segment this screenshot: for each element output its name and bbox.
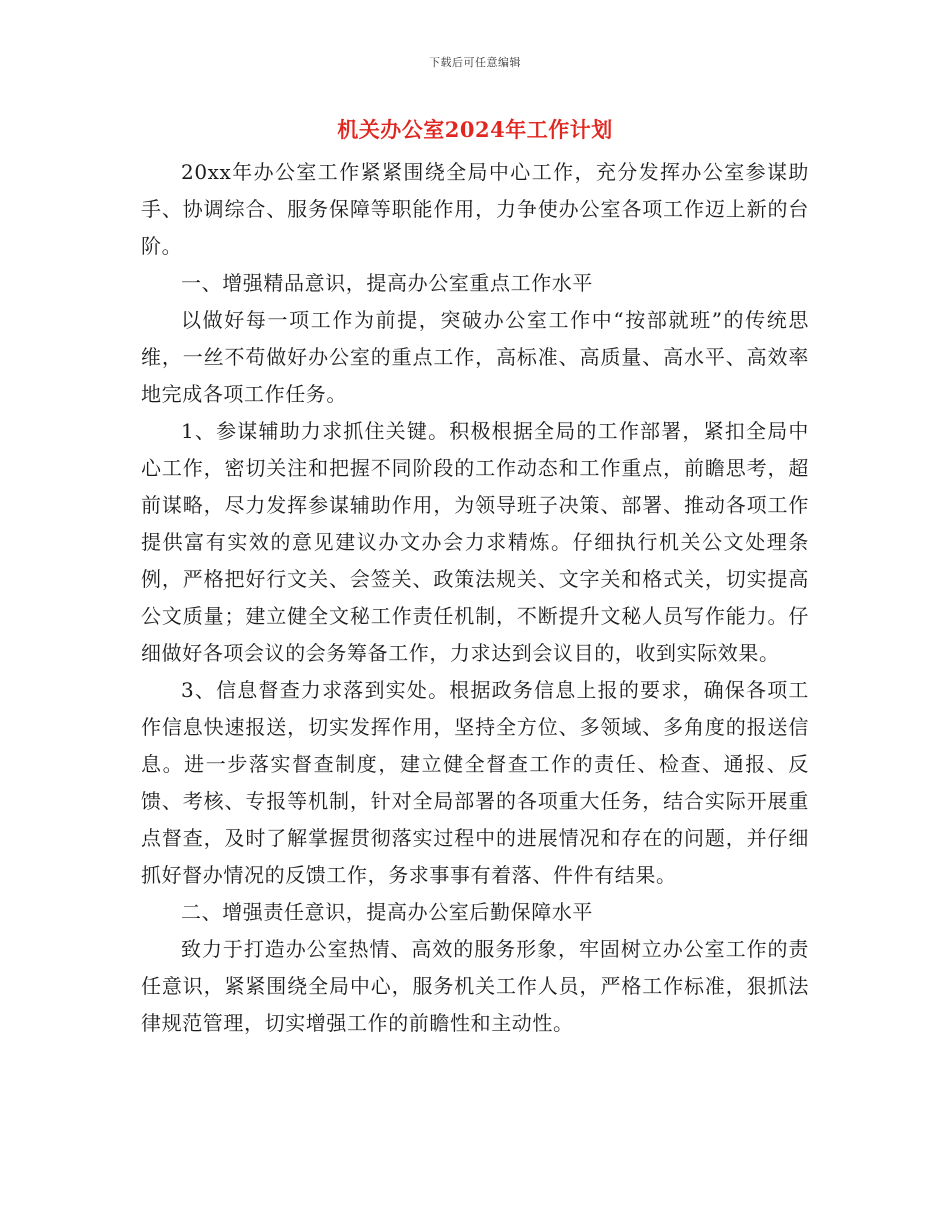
paragraph-section-2-intro: 致力于打造办公室热情、高效的服务形象，牢固树立办公室工作的责任意识，紧紧围绕全局中心，服务机关工作人员，严格工作标准，狠抓法律规范管理，切实增强工作的前瞻性和主动性。 [141, 937, 809, 1035]
paragraph-item-1: 1、参谋辅助力求抓住关键。积极根据全局的工作部署，紧扣全局中心工作，密切关注和把握不同阶段的工作动态和工作重点，前瞻思考，超前谋略，尽力发挥参谋辅助作用，为领导班子决策、部署、推动各项工作提供富有实效的意见建议办文办会力求精炼。仔细执行机关公文处理条例，严格把好行文关、会签关、政策法规关、文字关和格式关，切实提高公文质量；建立健全文秘工作责任机制，不断提升文秘人员写作能力。仔细做好各项会议的会务筹备工作，力求达到会议目的，收到实际效果。 [141, 419, 809, 665]
paragraph-section-1-intro: 以做好每一项工作为前提，突破办公室工作中“按部就班”的传统思维，一丝不苟做好办公室的重点工作，高标准、高质量、高水平、高效率地完成各项工作任务。 [141, 308, 809, 406]
paragraph-intro: 20xx年办公室工作紧紧围绕全局中心工作，充分发挥办公室参谋助手、协调综合、服务保障等职能作用，力争使办公室各项工作迈上新的台阶。 [141, 160, 809, 258]
section-heading-2: 二、增强责任意识，提高办公室后勤保障水平 [181, 900, 593, 924]
section-heading-1: 一、增强精品意识，提高办公室重点工作水平 [181, 271, 593, 295]
document-title: 机关办公室2024年工作计划 [337, 117, 613, 142]
document-body [141, 154, 809, 1042]
paragraph-item-3: 3、信息督查力求落到实处。根据政务信息上报的要求，确保各项工作信息快速报送，切实发挥作用，坚持全方位、多领域、多角度的报送信息。进一步落实督查制度，建立健全督查工作的责任、检查、通报、反馈、考核、专报等机制，针对全局部署的各项重大任务，结合实际开展重点督查，及时了解掌握贯彻落实过程中的进展情况和存在的问题，并仔细抓好督办情况的反馈工作，务求事事有着落、件件有结果。 [141, 678, 809, 887]
header-note: 下载后可任意编辑 [429, 56, 521, 69]
